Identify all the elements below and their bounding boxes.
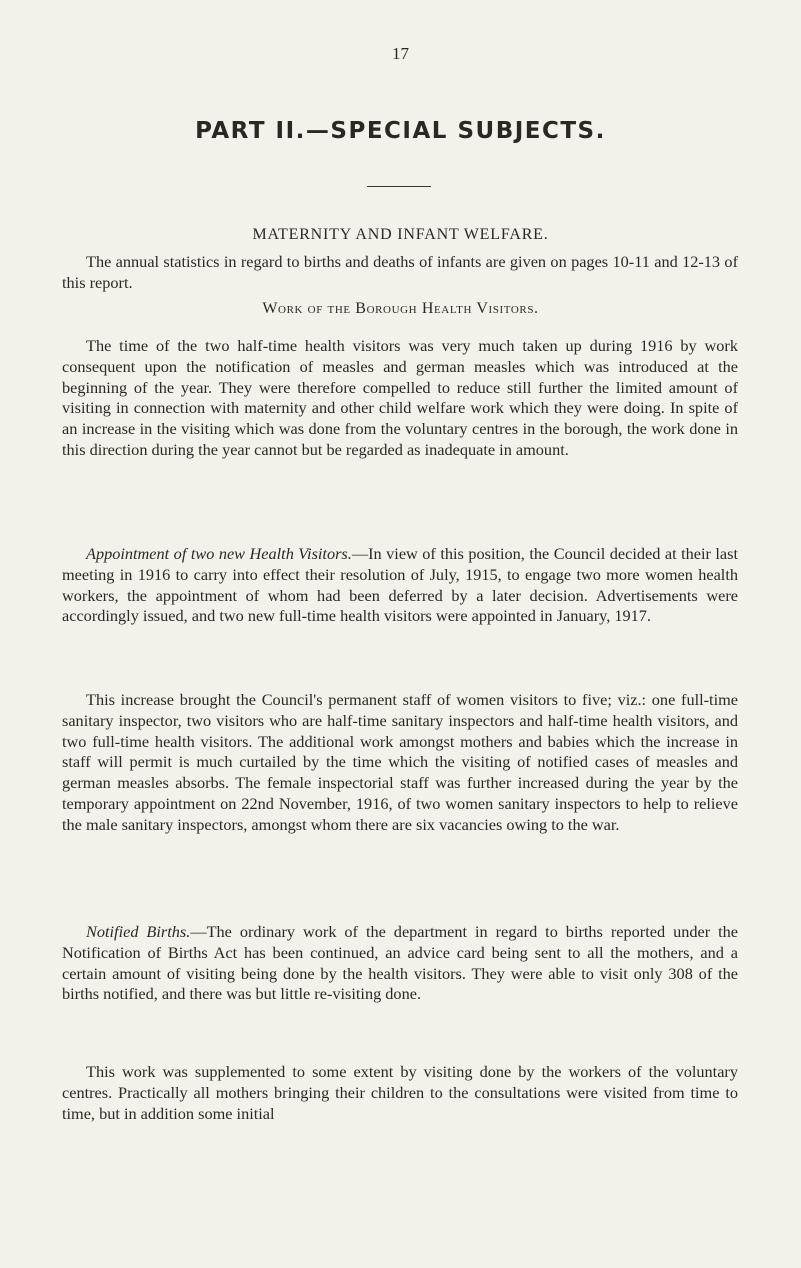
page-number: 17 [392,44,409,63]
paragraph-heading: Appointment of two new Health Visitors. [86,544,352,563]
intro-text: The annual statistics in regard to births and deaths of infants are given on pages 10-11 and 12-13 of this report. [62,252,738,292]
subheading: Work of the Borough Health Visitors. [262,300,539,317]
paragraph-staff-increase [62,690,738,836]
paragraph-health-visitors-time [62,336,738,461]
paragraph-text: —In view of this position, the Council decided at their last meeting in 1916 to carry into effect their resolution of July, 1915, to engage two more women health workers, the appointment of whom had been deferred by a later decision. Advertisements were accordingly issued, and two new full-time health visitors were appointed in January, 1917. [62,544,738,626]
section-title: MATERNITY AND INFANT WELFARE. [252,226,549,243]
paragraph-heading: Notified Births. [86,922,191,941]
paragraph-notified-births [62,922,738,1005]
paragraph-text: The time of the two half-time health visitors was very much taken up during 1916 by work consequent upon the notification of measles and german measles which was introduced at the beginning of the year. They were therefore compelled to reduce still further the limited amount of visiting in connection with maternity and other child welfare work which they were doing. In spite of an increase in the visiting which was done from the voluntary centres in the borough, the work done in this direction during the year cannot but be regarded as inadequate in amount. [62,336,738,459]
paragraph-appointment [62,544,738,627]
part-title: PART II.—SPECIAL SUBJECTS. [195,118,606,144]
paragraph-text: —The ordinary work of the department in regard to births reported under the Notification of Births Act has been continued, an advice card being sent to all the mothers, and a certain amount of visiting being done by the health visitors. They were able to visit only 308 of the births notified, and there was but little re-visiting done. [62,922,738,1004]
title-divider [367,186,431,187]
paragraph-voluntary-centres [62,1062,738,1124]
paragraph-text: This increase brought the Council's permanent staff of women visitors to five; viz.: one full-time sanitary inspector, two visitors who are half-time sanitary inspectors and half-time health visitors, and two full-time health visitors. The additional work amongst mothers and babies which the increase in staff will permit is much curtailed by the time which the visiting of notified cases of measles and german measles absorbs. The female inspectorial staff was further increased during the year by the temporary appointment on 22nd November, 1916, of two women sanitary inspectors to help to relieve the male sanitary inspectors, amongst whom there are six vacancies owing to the war. [62,690,738,834]
intro-paragraph [62,252,738,294]
paragraph-text: This work was supplemented to some extent by visiting done by the workers of the voluntary centres. Practically all mothers bringing their children to the consultations were visited from time to time, but in addition some initial [62,1062,738,1123]
